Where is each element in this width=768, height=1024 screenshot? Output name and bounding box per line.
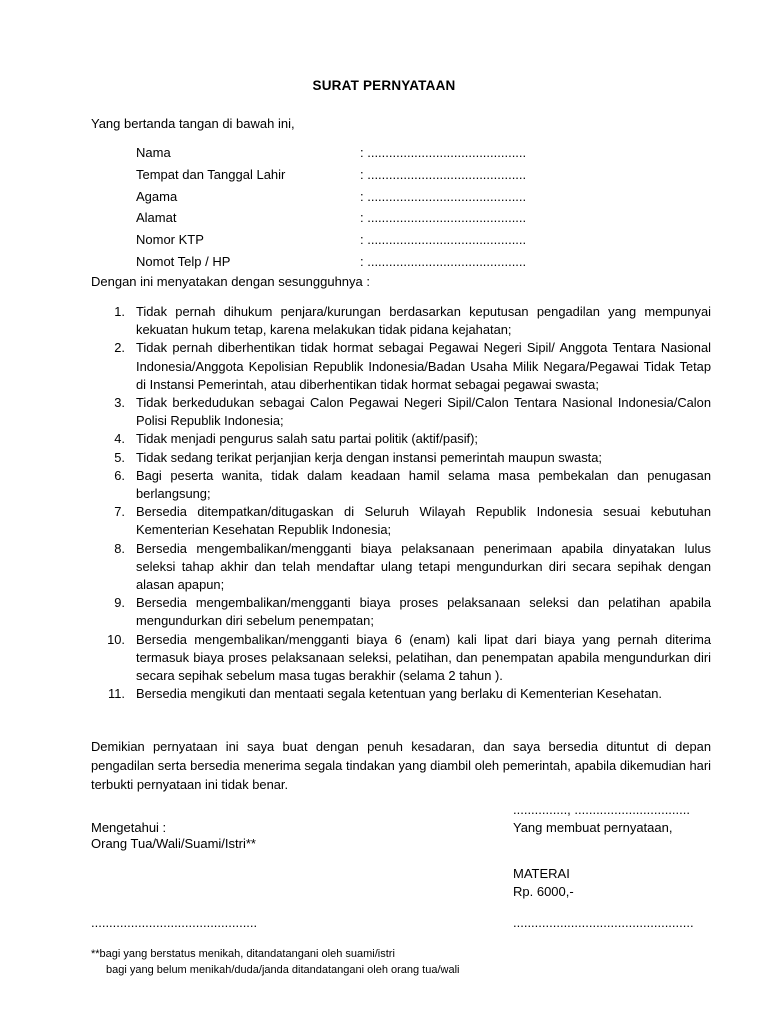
- materai-label: MATERAI: [513, 866, 570, 881]
- field-label: Nomor KTP: [136, 232, 204, 248]
- field-nomor-ktp: [136, 231, 556, 253]
- list-item: [91, 540, 711, 595]
- guardian-label: Orang Tua/Wali/Suami/Istri**: [91, 836, 256, 851]
- list-item-number: 8.: [114, 540, 125, 556]
- closing-paragraph: Demikian pernyataan ini saya buat dengan penuh kesadaran, dan saya bersedia dituntut di depan pengadilan serta bersedia menerima segala tindakan yang diambil oleh pemerintah, apabila dikemudian hari terbukti pernyataan ini tidak benar.: [91, 739, 711, 792]
- list-item-number: 4.: [114, 431, 125, 447]
- list-item-text: Bersedia mengembalikan/mengganti biaya pelaksanaan penerimaan apabila dinyatakan lulus seleksi tahap akhir dan telah mendaftar ulang tetapi mengundurkan diri secara sepihak dengan alasan apapun;: [136, 540, 711, 593]
- signer-signature-line: ..................................................: [513, 915, 694, 930]
- list-item: [91, 685, 711, 703]
- list-item-text: Tidak berkedudukan sebagai Calon Pegawai Negeri Sipil/Calon Tentara Nasional Indonesia/Calon Polisi Republik Indonesia;: [136, 395, 711, 429]
- list-item: [91, 449, 711, 467]
- footnote-unmarried: bagi yang belum menikah/duda/janda ditandatangani oleh orang tua/wali: [106, 964, 460, 976]
- declaration-intro: Dengan ini menyatakan dengan sesungguhnya :: [91, 274, 370, 289]
- intro-text: Yang bertanda tangan di bawah ini,: [91, 116, 295, 131]
- list-item: [91, 430, 711, 448]
- field-label: Alamat: [136, 210, 177, 226]
- list-item: [91, 467, 711, 503]
- document-title: SURAT PERNYATAAN: [312, 78, 456, 93]
- list-item-number: 7.: [114, 504, 125, 520]
- list-item: [91, 303, 711, 339]
- field-alamat: [136, 209, 556, 231]
- field-label: Agama: [136, 188, 178, 204]
- list-item-number: 3.: [114, 395, 125, 411]
- footnote-married: **bagi yang berstatus menikah, ditandatangani oleh suami/istri: [91, 948, 395, 960]
- list-item: [91, 394, 711, 430]
- list-item-number: 9.: [114, 595, 125, 611]
- materai-amount: Rp. 6000,-: [513, 884, 574, 899]
- field-blank: : ............................................: [360, 166, 527, 182]
- field-blank: : ............................................: [360, 210, 527, 226]
- field-label: Nama: [136, 145, 171, 160]
- signer-caption: Yang membuat pernyataan,: [513, 820, 673, 835]
- field-tempat-tanggal-lahir: [136, 166, 556, 188]
- list-item-text: Bersedia mengikuti dan mentaati segala ketentuan yang berlaku di Kementerian Kesehatan.: [136, 686, 662, 702]
- list-item-text: Bersedia ditempatkan/ditugaskan di Seluruh Wilayah Republik Indonesia sesuai kebutuhan Kementerian Kesehatan Republik Indonesia;: [136, 504, 711, 538]
- list-item-number: 6.: [114, 467, 125, 483]
- list-item-text: Tidak menjadi pengurus salah satu partai politik (aktif/pasif);: [136, 431, 479, 447]
- list-item: [91, 339, 711, 394]
- field-agama: [136, 188, 556, 210]
- list-item-text: Tidak pernah dihukum penjara/kurungan berdasarkan keputusan pengadilan yang mempunyai kekuatan hukum tetap, karena melakukan tidak pidana kejahatan;: [136, 304, 711, 338]
- list-item-text: Bagi peserta wanita, tidak dalam keadaan hamil selama masa pembekalan dan penugasan berlangsung;: [136, 467, 711, 502]
- list-item-text: Bersedia mengembalikan/mengganti biaya proses pelaksanaan seleksi dan pelatihan apabila mengundurkan diri sebelum penempatan;: [136, 595, 711, 629]
- mengetahui-label: Mengetahui :: [91, 820, 167, 835]
- field-blank: : ............................................: [360, 232, 527, 248]
- field-label: Tempat dan Tanggal Lahir: [136, 166, 286, 182]
- list-item: [91, 503, 711, 539]
- list-item-number: 11.: [108, 686, 125, 702]
- field-blank: : ............................................: [360, 145, 527, 160]
- list-item-number: 1.: [114, 304, 125, 319]
- list-item-text: Tidak pernah diberhentikan tidak hormat sebagai Pegawai Negeri Sipil/ Anggota Tentara Nasional Indonesia/Anggota Kepolisian Republik Indonesia/Badan Usaha Milik Negara/Pegawai Tidak Tetap di Instansi Pemerintah, atau diberhentikan tidak hormat sebagai pegawai swasta;: [136, 340, 711, 392]
- list-item-text: Tidak sedang terikat perjanjian kerja dengan instansi pemerintah maupun swasta;: [136, 449, 603, 465]
- field-label: Nomot Telp / HP: [136, 253, 231, 269]
- list-item-number: 10.: [107, 631, 125, 647]
- guardian-signature-line: ..............................................: [91, 915, 258, 930]
- list-item-number: 2.: [114, 340, 125, 356]
- list-item-text: Bersedia mengembalikan/mengganti biaya 6 (enam) kali lipat dari biaya yang pernah diterima termasuk biaya proses pelaksanaan seleksi, pelatihan, dan penempatan apabila mengundurkan diri secara sepihak sebelum masa tugas berakhir (selama 2 tahun ).: [136, 631, 711, 684]
- identity-fields: [136, 144, 556, 275]
- list-item: [91, 594, 711, 630]
- list-item-number: 5.: [114, 449, 125, 465]
- field-blank: : ............................................: [360, 253, 527, 269]
- field-nama: [136, 144, 556, 166]
- field-blank: : ............................................: [360, 188, 527, 204]
- declaration-list: [91, 303, 711, 703]
- list-item: [91, 631, 711, 686]
- field-nomor-telp: [136, 253, 556, 275]
- place-date-line: ..............., ................................: [513, 802, 690, 817]
